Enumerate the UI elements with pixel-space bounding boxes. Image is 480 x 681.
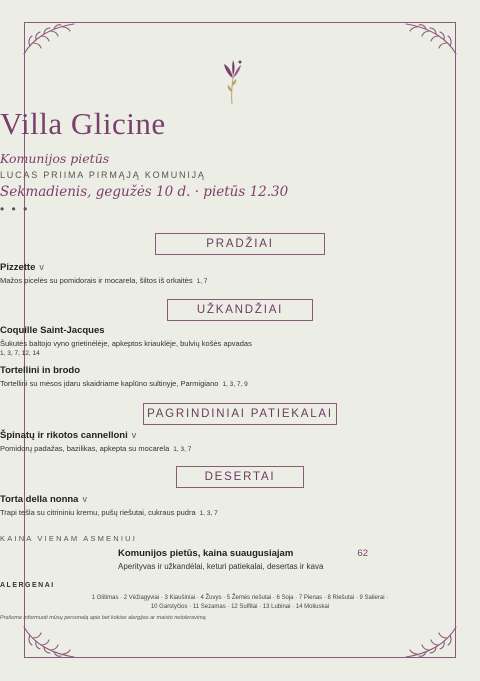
price-item-name: Komunijos pietūs, kaina suaugusiajam <box>118 548 294 559</box>
dish-allergens: 1, 3, 7, 9 <box>222 381 248 388</box>
dish-description: Šukutės baltojo vyno grietinėlėje, apkeptos kriauklėje, bulvių košės apvadas <box>0 339 252 348</box>
section-title-starters: PRADŽIAI <box>155 233 325 255</box>
dish-name-tortellini: Tortellini in brodo <box>0 365 81 376</box>
vine-corner-icon <box>20 18 78 58</box>
vine-corner-icon <box>20 623 78 663</box>
dish-name-pizzette <box>0 262 480 273</box>
vine-corner-icon <box>402 18 460 58</box>
dish-allergens: 1, 3, 7, 12, 14 <box>0 350 40 357</box>
vegetarian-mark: v <box>82 494 87 504</box>
price-value: 62 <box>357 548 368 559</box>
price-row <box>118 548 368 562</box>
dish-description-text: Mažos picelės su pomidorais ir mocarela, šiltos iš orkaitės <box>0 276 193 285</box>
event-datetime: Sekmadienis, gegužės 10 d. · pietūs 12.30 <box>0 184 289 200</box>
dish-description <box>0 444 480 453</box>
dish-name-torta <box>0 494 480 505</box>
dish-description <box>0 276 480 285</box>
divider-dots: • • • <box>0 202 30 216</box>
vegetarian-mark: v <box>39 262 44 272</box>
dish-description <box>0 508 480 517</box>
dish-name-coquille: Coquille Saint-Jacques <box>0 325 105 336</box>
allergens-list-line-1: 1 Glitimas · 2 Vėžiagyviai · 3 Kiaušiniai · 4 Žuvys · 5 Žemės riešutai · 6 Soja · 7 Pienas · 8 Riešutai · 9 Salierai · <box>91 595 389 601</box>
event-tagline: LUCAS PRIIMA PIRMĄJĄ KOMUNIJĄ <box>0 170 206 180</box>
wisteria-flower-icon <box>220 58 244 106</box>
dish-name-text: Torta della nonna <box>0 494 79 505</box>
allergens-title: ALERGENAI <box>0 582 55 589</box>
dish-name-cannelloni <box>0 430 480 441</box>
allergens-list-line-2: 10 Garstyčios · 11 Sezamas · 12 Sulfitai · 13 Lubinai · 14 Moliuskai <box>150 604 330 610</box>
dish-description-text: Pomidorų padažas, bazilikas, apkepta su mocarela <box>0 444 170 453</box>
restaurant-title: Villa Glicine <box>0 106 166 141</box>
dish-name-text: Pizzette <box>0 262 36 273</box>
price-description: Aperityvas ir užkandėlai, keturi patiekalai, desertas ir kava <box>118 562 324 571</box>
dish-allergens: 1, 3, 7 <box>199 510 218 517</box>
dish-description <box>0 379 480 388</box>
allergens-note: Prašome informuoti mūsų personalą apie bet kokias alergijas ar maisto netoleravimą <box>0 615 206 621</box>
vine-corner-icon <box>402 623 460 663</box>
dish-allergens: 1, 3, 7 <box>173 446 192 453</box>
dish-description-text: Trapi tešla su citrininiu kremu, pušų riešutai, cukraus pudra <box>0 508 196 517</box>
dish-allergens: 1, 7 <box>196 278 208 285</box>
section-title-appetizers: UŽKANDŽIAI <box>167 299 313 321</box>
section-title-desserts: DESERTAI <box>176 466 304 488</box>
price-section-header: KAINA VIENAM ASMENIUI <box>0 534 138 543</box>
dish-description-text: Tortellini su mėsos įdaru skaidriame kaplūno sultinyje, Parmigiano <box>0 379 219 388</box>
dish-name-text: Špinatų ir rikotos cannelloni <box>0 430 128 441</box>
vegetarian-mark: v <box>131 430 137 440</box>
event-subtitle: Komunijos pietūs <box>0 151 110 166</box>
section-title-mains: PAGRINDINIAI PATIEKALAI <box>143 403 337 425</box>
